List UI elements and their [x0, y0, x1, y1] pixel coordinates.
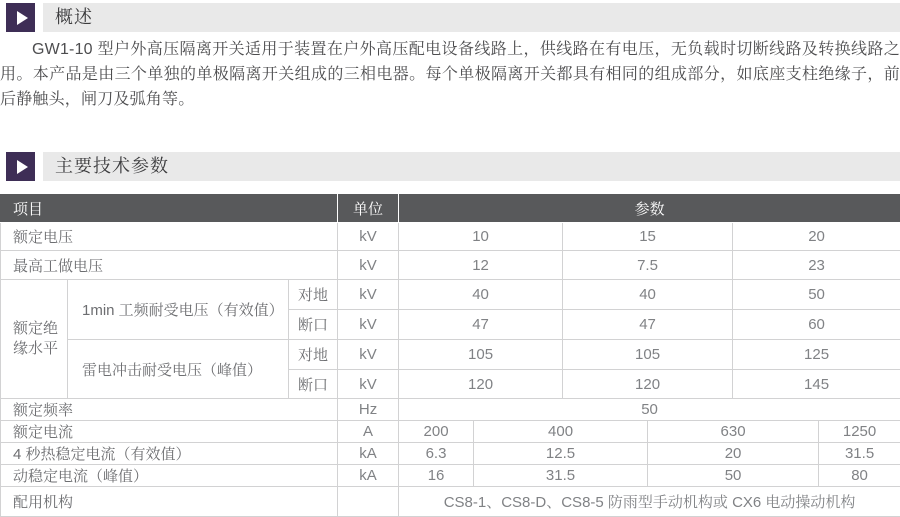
spec-table — [0, 193, 900, 517]
unit-cell: kA — [338, 443, 399, 465]
value-cell: 145 — [733, 370, 900, 399]
mini-label-break: 断口 — [289, 310, 338, 340]
section-title-bar — [43, 3, 900, 32]
mini-label-break: 断口 — [289, 370, 338, 399]
unit-cell: kV — [338, 340, 399, 370]
value-cell: 50 — [733, 280, 900, 310]
value-cell: 15 — [563, 223, 733, 251]
row-label-mechanism: 配用机构 — [1, 487, 338, 517]
table-row — [1, 251, 900, 280]
section-title-overview: 概述 — [55, 7, 93, 27]
value-cell: 12 — [399, 251, 563, 280]
value-cell: 1250 — [819, 421, 900, 443]
value-cell: 60 — [733, 310, 900, 340]
mini-label-to-ground: 对地 — [289, 280, 338, 310]
row-label-dynamic-current: 动稳定电流（峰值） — [1, 465, 338, 487]
value-cell: 125 — [733, 340, 900, 370]
value-cell: 6.3 — [399, 443, 474, 465]
value-cell: 31.5 — [819, 443, 900, 465]
row-label-thermal-current: 4 秒热稳定电流（有效值） — [1, 443, 338, 465]
value-cell: 20 — [733, 223, 900, 251]
value-cell: 200 — [399, 421, 474, 443]
value-cell: 47 — [399, 310, 563, 340]
value-cell: 105 — [563, 340, 733, 370]
value-cell: 40 — [563, 280, 733, 310]
value-cell: 50 — [399, 399, 900, 421]
col-header-item: 项目 — [1, 194, 338, 223]
sub-label-lightning: 雷电冲击耐受电压（峰值） — [68, 340, 289, 399]
section-title-bar — [43, 152, 900, 181]
row-label-max-working-voltage: 最高工做电压 — [1, 251, 338, 280]
unit-cell: A — [338, 421, 399, 443]
table-row — [1, 340, 900, 370]
value-cell: 12.5 — [474, 443, 648, 465]
table-row — [1, 399, 900, 421]
value-cell: 10 — [399, 223, 563, 251]
col-header-params: 参数 — [399, 194, 900, 223]
value-cell: 120 — [399, 370, 563, 399]
row-label-rated-current: 额定电流 — [1, 421, 338, 443]
table-header-row — [1, 194, 900, 223]
table-row — [1, 465, 900, 487]
play-arrow-icon — [6, 152, 35, 181]
table-row — [1, 443, 900, 465]
row-label-rated-frequency: 额定频率 — [1, 399, 338, 421]
play-arrow-triangle — [17, 160, 28, 174]
value-cell: 20 — [648, 443, 819, 465]
value-cell-mechanism: CS8-1、CS8-D、CS8-5 防雨型手动机构或 CX6 电动操动机构 — [399, 487, 900, 517]
table-row — [1, 421, 900, 443]
value-cell: 630 — [648, 421, 819, 443]
value-cell: 50 — [648, 465, 819, 487]
table-row — [1, 487, 900, 517]
value-cell: 16 — [399, 465, 474, 487]
value-cell: 80 — [819, 465, 900, 487]
unit-cell: Hz — [338, 399, 399, 421]
row-label-rated-voltage: 额定电压 — [1, 223, 338, 251]
value-cell: 105 — [399, 340, 563, 370]
unit-cell: kV — [338, 370, 399, 399]
play-arrow-icon — [6, 3, 35, 32]
table-row — [1, 280, 900, 310]
col-header-unit: 单位 — [338, 194, 399, 223]
sub-label-power-freq: 1min 工频耐受电压（有效值） — [68, 280, 289, 340]
section-title-parameters: 主要技术参数 — [55, 156, 169, 176]
value-cell: 47 — [563, 310, 733, 340]
unit-cell: kA — [338, 465, 399, 487]
group-label-insulation: 额定绝缘水平 — [1, 280, 68, 399]
mini-label-to-ground: 对地 — [289, 340, 338, 370]
section-header-parameters — [0, 152, 900, 181]
value-cell: 120 — [563, 370, 733, 399]
unit-cell: kV — [338, 251, 399, 280]
overview-paragraph: GW1-10 型户外高压隔离开关适用于装置在户外高压配电设备线路上，供线路在有电压，无负载时切断线路及转换线路之用。本产品是由三个单独的单极隔离开关组成的三相电器。每个单极隔离开关都具有相同的组成部分，如底座支柱绝缘子，前后静触头，闸刀及弧角等。 — [0, 41, 900, 108]
play-arrow-triangle — [17, 11, 28, 25]
section-header-overview — [0, 3, 900, 32]
unit-cell: kV — [338, 280, 399, 310]
value-cell: 400 — [474, 421, 648, 443]
unit-cell: kV — [338, 223, 399, 251]
unit-cell — [338, 487, 399, 517]
value-cell: 7.5 — [563, 251, 733, 280]
value-cell: 40 — [399, 280, 563, 310]
value-cell: 23 — [733, 251, 900, 280]
table-row — [1, 223, 900, 251]
value-cell: 31.5 — [474, 465, 648, 487]
unit-cell: kV — [338, 310, 399, 340]
